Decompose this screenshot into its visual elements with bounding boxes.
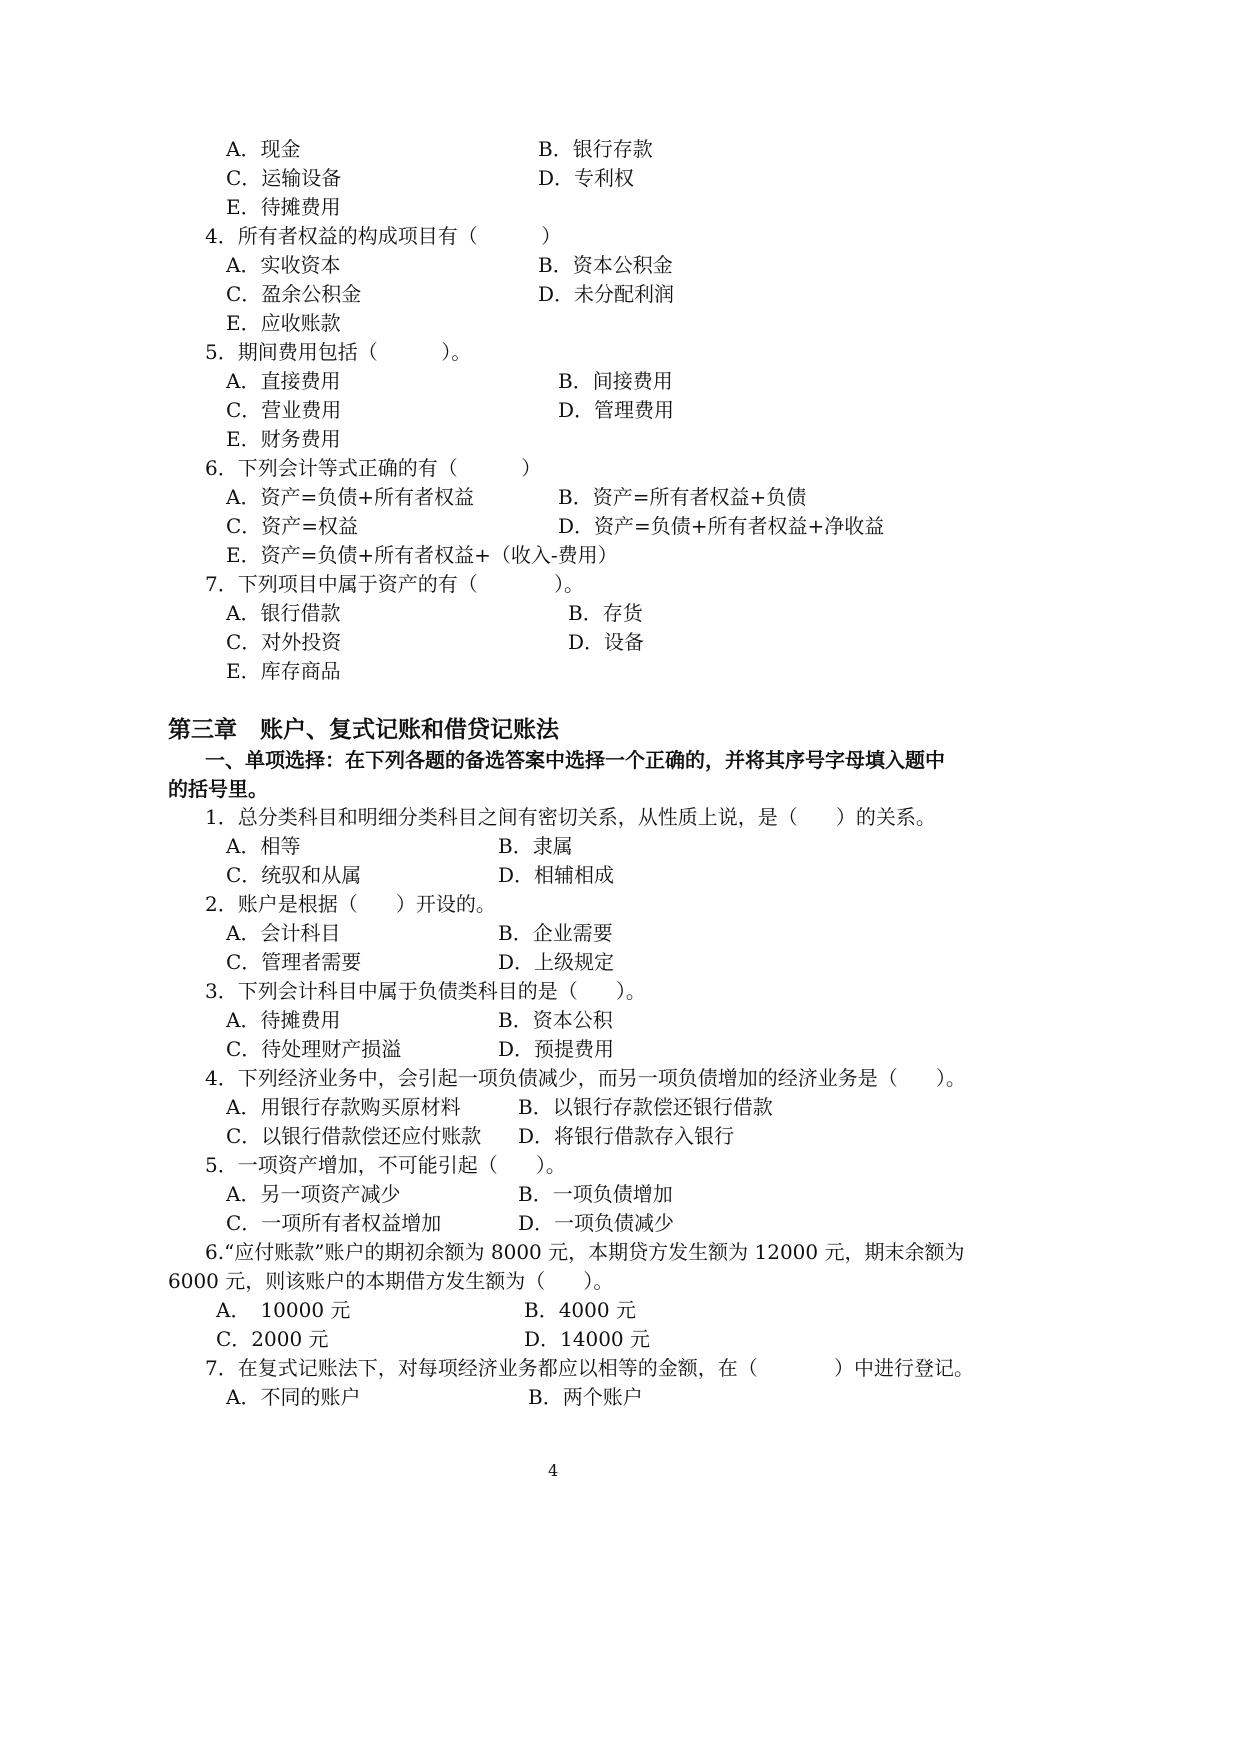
option-text: D．一项负债减少 [518, 1211, 675, 1235]
option-text: A．实收资本 [226, 253, 341, 277]
option-text: D．未分配利润 [538, 282, 675, 306]
option-text: B．存货 [568, 601, 643, 625]
option-text: C．待处理财产损溢 [226, 1037, 402, 1061]
option-text: D．设备 [568, 630, 645, 654]
option-text: E．应收账款 [226, 311, 341, 335]
question-text: 6．下列会计等式正确的有（ ） [205, 456, 542, 480]
section-instruction-cont: 的括号里。 [168, 777, 268, 801]
option-text: B．两个账户 [528, 1385, 643, 1409]
option-text: B．银行存款 [538, 137, 653, 161]
option-text: D．相辅相成 [498, 863, 615, 887]
option-text: E．库存商品 [226, 659, 341, 683]
question-text: 2．账户是根据（ ）开设的。 [205, 892, 496, 916]
option-text: B．资产=所有者权益+负债 [558, 485, 807, 509]
question-text-cont: 6000 元，则该账户的本期借方发生额为（ ）。 [168, 1269, 614, 1293]
option-text: A．相等 [226, 834, 301, 858]
option-text: A．银行借款 [226, 601, 341, 625]
option-text: A．另一项资产减少 [226, 1182, 401, 1206]
option-text: B．资本公积金 [538, 253, 673, 277]
question-text: 5．期间费用包括（ ）。 [205, 340, 472, 364]
option-text: E．资产=负债+所有者权益+（收入-费用） [226, 543, 618, 567]
option-text: B．一项负债增加 [518, 1182, 673, 1206]
option-text: A．资产=负债+所有者权益 [226, 485, 474, 509]
option-text: D．管理费用 [558, 398, 675, 422]
chapter-title: 第三章 账户、复式记账和借贷记账法 [168, 717, 559, 743]
option-text: C．2000 元 [216, 1327, 329, 1351]
option-text: C．一项所有者权益增加 [226, 1211, 442, 1235]
option-text: A．不同的账户 [226, 1385, 361, 1409]
option-text: E．财务费用 [226, 427, 341, 451]
option-text: D．将银行借款存入银行 [518, 1124, 735, 1148]
option-text: D．预提费用 [498, 1037, 615, 1061]
option-text: A．待摊费用 [226, 1008, 341, 1032]
question-text: 7．在复式记账法下，对每项经济业务都应以相等的金额，在（ ）中进行登记。 [205, 1356, 975, 1380]
option-text: E．待摊费用 [226, 195, 341, 219]
option-text: D．资产=负债+所有者权益+净收益 [558, 514, 885, 538]
page-number: 4 [548, 1461, 559, 1480]
option-text: D．上级规定 [498, 950, 615, 974]
option-text: C．盈余公积金 [226, 282, 362, 306]
option-text: A．会计科目 [226, 921, 341, 945]
option-text: B．以银行存款偿还银行借款 [518, 1095, 773, 1119]
option-text: A． 10000 元 [216, 1298, 351, 1322]
option-text: D．专利权 [538, 166, 635, 190]
option-text: C．营业费用 [226, 398, 342, 422]
option-text: C．对外投资 [226, 630, 342, 654]
option-text: C．以银行借款偿还应付账款 [226, 1124, 482, 1148]
option-text: B．资本公积 [498, 1008, 613, 1032]
question-text: 6.“应付账款”账户的期初余额为 8000 元，本期贷方发生额为 12000 元，期末余额为 [205, 1240, 965, 1264]
option-text: B．4000 元 [524, 1298, 636, 1322]
question-text: 4．所有者权益的构成项目有（ ） [205, 224, 562, 248]
question-text: 3．下列会计科目中属于负债类科目的是（ ）。 [205, 979, 646, 1003]
option-text: B．企业需要 [498, 921, 613, 945]
option-text: A．现金 [226, 137, 301, 161]
option-text: C．运输设备 [226, 166, 342, 190]
option-text: A．用银行存款购买原材料 [226, 1095, 461, 1119]
question-text: 7．下列项目中属于资产的有（ ）。 [205, 572, 585, 596]
option-text: B．隶属 [498, 834, 573, 858]
question-text: 4．下列经济业务中，会引起一项负债减少，而另一项负债增加的经济业务是（ ）。 [205, 1066, 966, 1090]
option-text: C．统驭和从属 [226, 863, 362, 887]
question-text: 1．总分类科目和明细分类科目之间有密切关系，从性质上说，是（ ）的关系。 [205, 805, 936, 829]
question-text: 5．一项资产增加，不可能引起（ ）。 [205, 1153, 566, 1177]
section-instruction: 一、单项选择：在下列各题的备选答案中选择一个正确的，并将其序号字母填入题中 [205, 748, 945, 772]
option-text: A．直接费用 [226, 369, 341, 393]
option-text: D．14000 元 [524, 1327, 651, 1351]
option-text: C．管理者需要 [226, 950, 362, 974]
option-text: B．间接费用 [558, 369, 673, 393]
option-text: C．资产=权益 [226, 514, 359, 538]
